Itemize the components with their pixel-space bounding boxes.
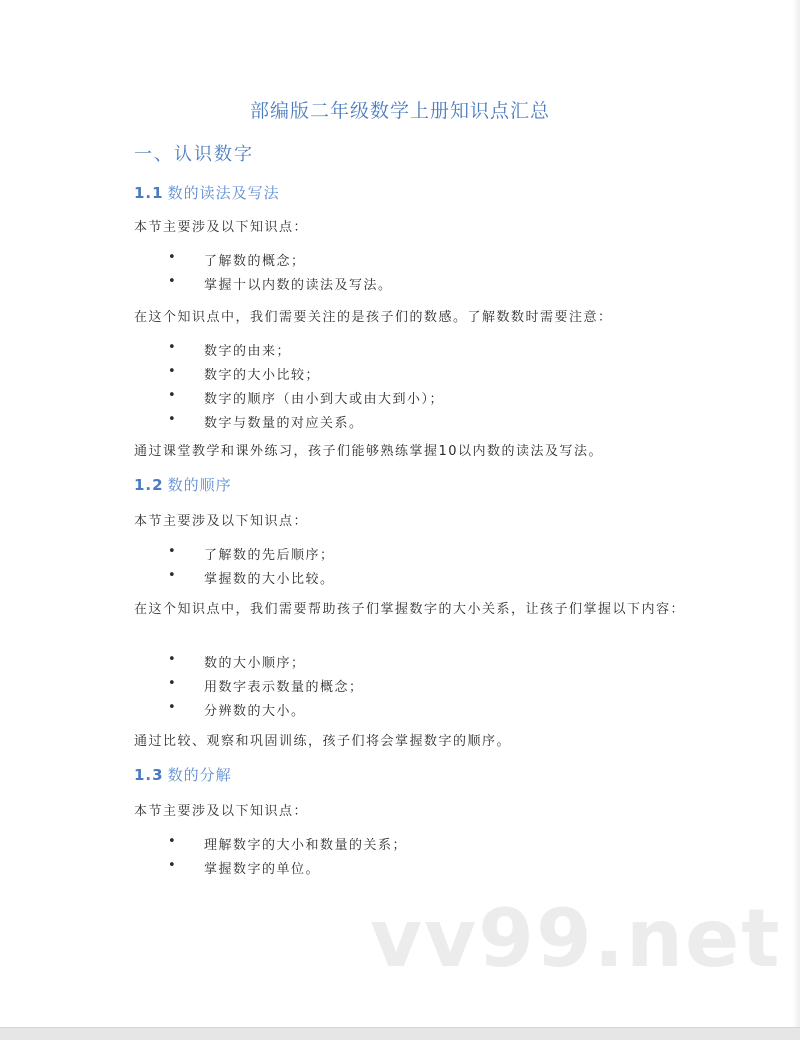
section-heading-1-2: [134, 474, 232, 495]
section-intro: 本节主要涉及以下知识点：: [134, 804, 309, 819]
paragraph: 通过比较、观察和巩固训练，孩子们将会掌握数字的顺序。: [134, 734, 512, 749]
section-heading-1-3: [134, 764, 232, 785]
section-title: 数的顺序: [167, 476, 232, 494]
bullet-icon: •: [168, 652, 178, 667]
chapter-heading: 一、认识数字: [134, 144, 254, 165]
bullet-icon: •: [168, 274, 178, 289]
section-number: 1.1: [134, 184, 164, 202]
bullet-icon: •: [168, 364, 178, 379]
section-number: 1.3: [134, 766, 164, 784]
bullet-icon: •: [168, 340, 178, 355]
paragraph: 在这个知识点中，我们需要关注的是孩子们的数感。了解数数时需要注意：: [134, 310, 613, 325]
paragraph: 通过课堂教学和课外练习，孩子们能够熟练掌握10以内数的读法及写法。: [134, 444, 604, 459]
bullet-icon: •: [168, 700, 178, 715]
section-title: 数的读法及写法: [167, 184, 280, 202]
paragraph: 在这个知识点中，我们需要帮助孩子们掌握数字的大小关系，让孩子们掌握以下内容：: [134, 602, 686, 617]
document-title: 部编版二年级数学上册知识点汇总: [249, 100, 550, 122]
bullet-icon: •: [168, 676, 178, 691]
bullet-icon: •: [168, 250, 178, 265]
bullet-icon: •: [168, 412, 178, 427]
bullet-icon: •: [168, 544, 178, 559]
bullet-icon: •: [168, 834, 178, 849]
section-intro: 本节主要涉及以下知识点：: [134, 220, 309, 235]
section-intro: 本节主要涉及以下知识点：: [134, 514, 309, 529]
bottom-scroll-area: [0, 1027, 800, 1040]
bullet-icon: •: [168, 858, 178, 873]
document-page: 部编版二年级数学上册知识点汇总 一、认识数字 1.1 数的读法及写法 本节主要涉及以下知识点： • 了解数的概念； • 掌握十以内数的读法及写法。 在这个知识点中，我们需要关注的是孩子们的数感。了解数数时需要注意： • 数字的由来； • 数字的大小比较； • 数字的顺序（由小到大或由大到小）； • 数字与数量的对应关系。 通过课堂教学和课外练习，孩子们能够熟练掌握10以内数的读法及写法。 1.2 数的顺序 本节主要涉及以下知识点： • 了解数的先后顺序； • 掌握数的大小比较。 在这个知识点中，我们需要帮助孩子们掌握数字的大小关系，让孩子们掌握以下内容： • 数的大小顺序； • 用数字表示数量的概念； • 分辨数的大小。 通过比较、观察和巩固训练，孩子们将会掌握数字的顺序。 1.3 数的分解 本节主要涉及以下知识点： • 理解数字的大小和数量的关系； • 掌握数字的单位。 vv99.net: [0, 0, 800, 1039]
section-heading-1-1: [134, 182, 280, 203]
bullet-icon: •: [168, 388, 178, 403]
section-number: 1.2: [134, 476, 164, 494]
watermark: vv99.net: [370, 892, 782, 985]
page-edge-shadow: [792, 0, 800, 1039]
bullet-icon: •: [168, 568, 178, 583]
section-title: 数的分解: [167, 766, 232, 784]
